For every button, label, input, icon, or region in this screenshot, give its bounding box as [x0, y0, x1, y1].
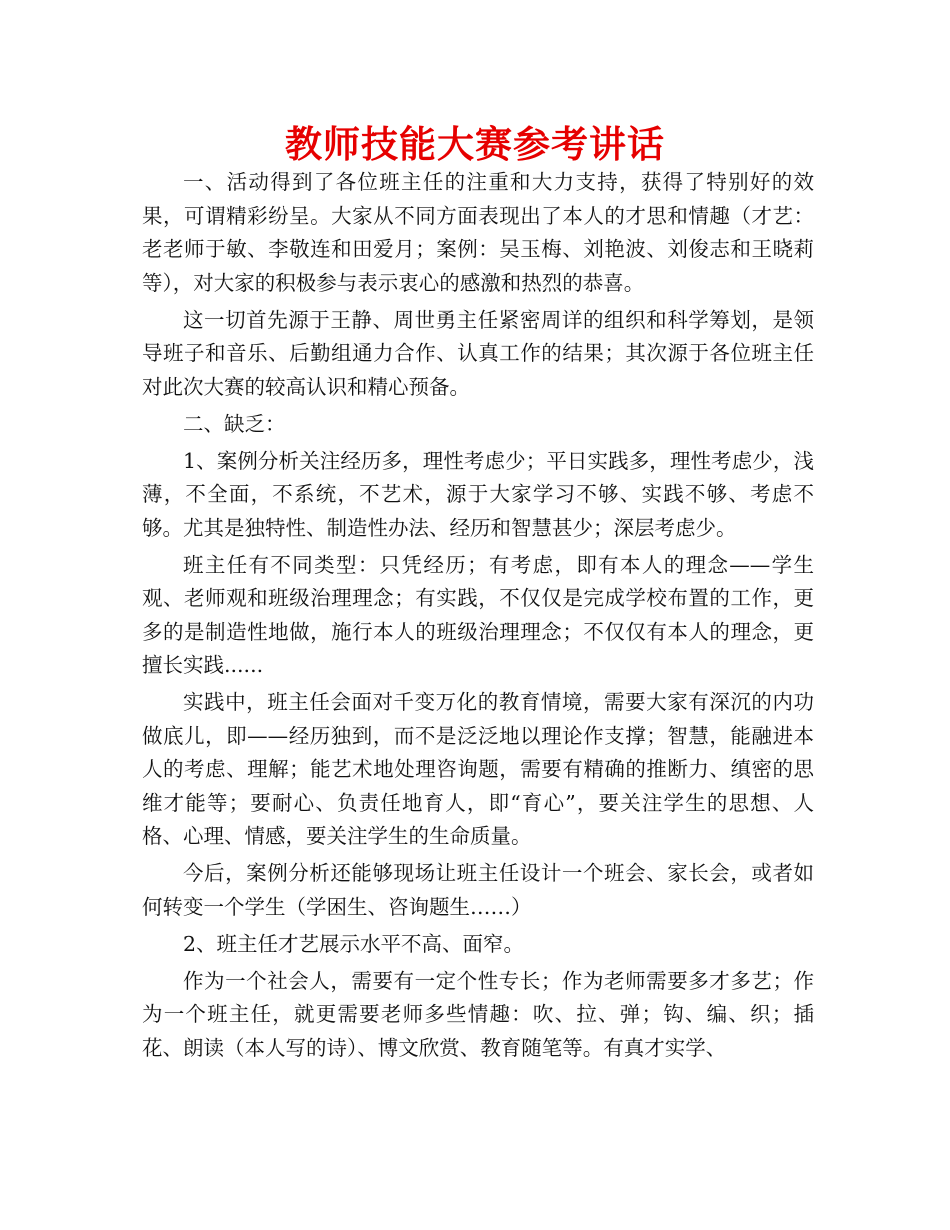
paragraph: 实践中，班主任会面对千变万化的教育情境，需要大家有深沉的内功做底儿，即——经历独到，而不是泛泛地以理论作支撑；智慧，能融进本人的考虑、理解；能艺术地处理咨询题，需要有精确的推断力、缜密的思维才能等；要耐心、负责任地育人，即“育心”，要关注学生的思想、人格、心理、情感，要关注学生的生命质量。	[142, 690, 814, 848]
section-heading: 二、缺乏：	[183, 411, 286, 436]
paragraph: 1、案例分析关注经历多，理性考虑少；平日实践多，理性考虑少，浅薄，不全面，不系统，不艺术，源于大家学习不够、实践不够、考虑不够。尤其是独特性、制造性办法、经历和智慧甚少；深层考虑少。	[142, 448, 814, 540]
paragraph: 作为一个社会人，需要有一定个性专长；作为老师需要多才多艺；作为一个班主任，就更需要老师多些情趣：吹、拉、弹；钩、编、织；插花、朗读（本人写的诗）、博文欣赏、教育随笔等。有真才实学、	[142, 968, 814, 1060]
document-title: 教师技能大赛参考讲话	[285, 123, 665, 166]
paragraph: 今后，案例分析还能够现场让班主任设计一个班会、家长会，或者如何转变一个学生（学困生、咨询题生……）	[142, 861, 814, 919]
document-body	[142, 166, 814, 1069]
paragraph: 班主任有不同类型：只凭经历；有考虑，即有本人的理念——学生观、老师观和班级治理理念；有实践，不仅仅是完成学校布置的工作，更多的是制造性地做，施行本人的班级治理理念；不仅仅有本人的理念，更擅长实践......	[142, 552, 814, 677]
paragraph: 这一切首先源于王静、周世勇主任紧密周详的组织和科学筹划，是领导班子和音乐、后勤组通力合作、认真工作的结果；其次源于各位班主任对此次大赛的较高认识和精心预备。	[142, 307, 814, 399]
paragraph: 2、班主任才艺展示水平不高、面窄。	[183, 931, 525, 956]
paragraph: 一、活动得到了各位班主任的注重和大力支持，获得了特别好的效果，可谓精彩纷呈。大家从不同方面表现出了本人的才思和情趣（才艺：老老师于敏、李敬连和田爱月；案例：吴玉梅、刘艳波、刘俊志和王晓莉等），对大家的积极参与表示衷心的感激和热烈的恭喜。	[142, 170, 814, 295]
